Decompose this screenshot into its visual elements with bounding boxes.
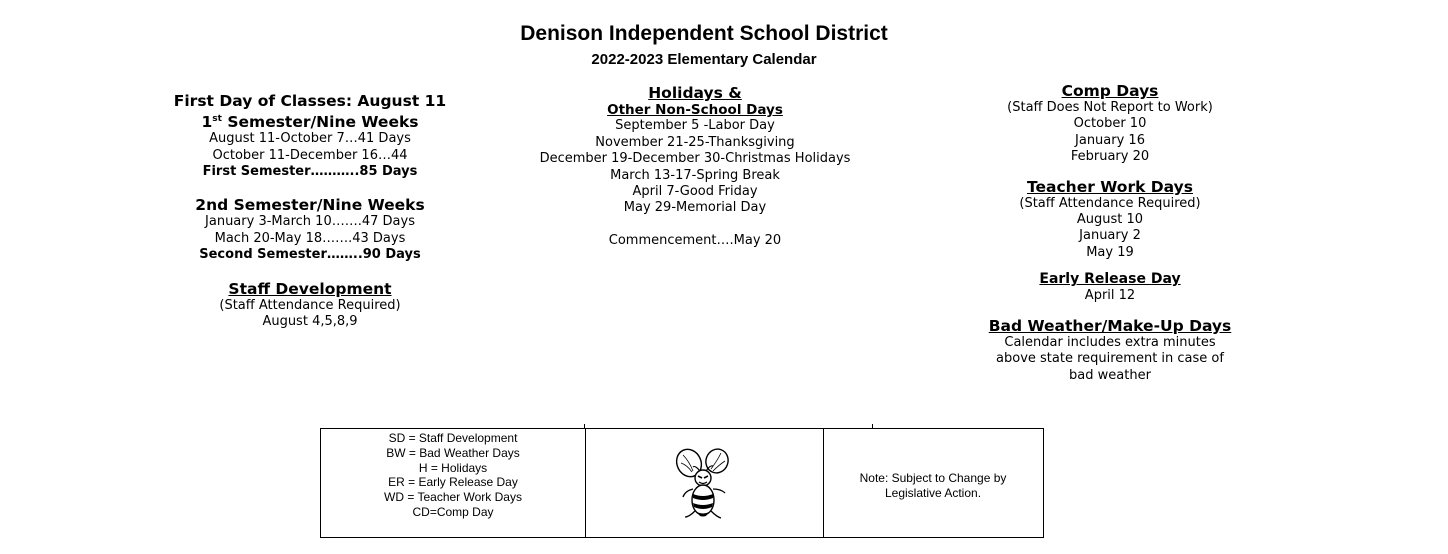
legend-item: SD = Staff Development (388, 431, 518, 445)
staff-dev-note: (Staff Attendance Required) (219, 297, 401, 313)
holiday-item: April 7-Good Friday (632, 184, 758, 200)
staff-days-column (980, 82, 1240, 384)
sem1-heading-text: 1st Semester/Nine Weeks (201, 113, 419, 132)
page-title: Denison Independent School District (520, 22, 888, 45)
holiday-item: November 21-25-Thanksgiving (595, 134, 795, 150)
semester-column (170, 92, 450, 330)
holidays-heading: Holidays & (648, 84, 742, 102)
sem2-line: Mach 20-May 18…….43 Days (214, 230, 406, 246)
legend-item: CD=Comp Day (412, 504, 494, 519)
teacher-work-days-heading: Teacher Work Days (1027, 177, 1193, 196)
note-cell (823, 429, 1043, 537)
bad-weather-line: bad weather (1069, 367, 1151, 383)
comp-days-note: (Staff Does Not Report to Work) (1007, 100, 1213, 115)
staff-dev-dates: August 4,5,8,9 (262, 314, 358, 329)
comp-day-date: February 20 (1070, 149, 1150, 165)
sem1-total: First Semester………..85 Days (202, 163, 418, 179)
holiday-item: March 13-17-Spring Break (610, 167, 780, 183)
legend-item: WD = Teacher Work Days (384, 490, 522, 505)
mascot-cell (585, 429, 824, 537)
legend-item: H = Holidays (418, 460, 488, 475)
sem2-total: Second Semester……..90 Days (199, 247, 421, 263)
commencement: Commencement….May 20 (608, 232, 782, 248)
early-release-heading: Early Release Day (1039, 271, 1181, 288)
sem1-heading (170, 110, 450, 131)
first-day-heading: First Day of Classes: August 11 (173, 92, 447, 110)
note-line: Legislative Action. (884, 485, 982, 500)
teacher-work-day-date: May 19 (1086, 244, 1134, 260)
sem1-line: August 11-October 7…41 Days (209, 131, 411, 147)
holidays-subheading: Other Non-School Days (607, 102, 783, 118)
legend-item: ER = Early Release Day (388, 475, 518, 490)
legend-list (321, 429, 585, 520)
staff-dev-heading: Staff Development (228, 279, 392, 298)
comp-day-date: October 10 (1073, 116, 1147, 132)
holiday-item: May 29-Memorial Day (623, 200, 767, 216)
comp-days-heading: Comp Days (1061, 82, 1159, 100)
holiday-item: September 5 -Labor Day (615, 118, 775, 134)
comp-day-date: January 16 (1075, 132, 1145, 148)
teacher-work-days-note: (Staff Attendance Required) (1019, 195, 1201, 211)
sem2-line: January 3-March 10…….47 Days (205, 214, 415, 230)
hornet-mascot-icon (673, 445, 735, 521)
sem1-line: October 11-December 16…44 (212, 147, 408, 163)
bad-weather-line: Calendar includes extra minutes (1004, 335, 1216, 351)
early-release-date: April 12 (1084, 287, 1136, 303)
teacher-work-day-date: January 2 (1079, 228, 1141, 244)
holiday-item: December 19-December 30-Christmas Holidays (539, 151, 851, 167)
legend-item: BW = Bad Weather Days (386, 445, 520, 460)
teacher-work-day-date: August 10 (1076, 212, 1144, 228)
bad-weather-heading: Bad Weather/Make-Up Days (988, 317, 1232, 336)
legend-table (320, 428, 1044, 538)
bad-weather-line: above state requirement in case of (996, 351, 1224, 367)
sem2-heading: 2nd Semester/Nine Weeks (195, 196, 425, 215)
page-subtitle: 2022-2023 Elementary Calendar (591, 51, 817, 68)
legislative-note (823, 471, 1043, 500)
note-line: Note: Subject to Change by (859, 471, 1007, 485)
holidays-column (530, 84, 860, 249)
legend-cell (321, 429, 586, 537)
